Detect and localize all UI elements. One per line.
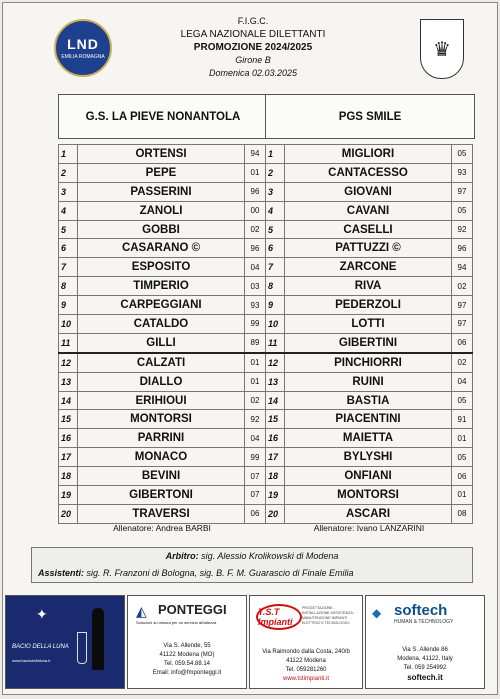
player-number: 9 bbox=[266, 296, 285, 315]
assistants-names: sig. R. Franzoni di Bologna, sig. B. F. M. Guarascio di Finale Emilia bbox=[86, 568, 354, 578]
referee-name: sig. Alessio Krolikowski di Modena bbox=[201, 551, 339, 561]
wine-glass-icon bbox=[77, 632, 87, 664]
lnd-logo-text: LND bbox=[67, 36, 99, 52]
player-row bbox=[59, 277, 266, 296]
player-name: CARPEGGIANI bbox=[78, 296, 245, 315]
player-name: GOBBI bbox=[78, 220, 245, 239]
player-number: 12 bbox=[266, 353, 285, 372]
away-roster-table bbox=[265, 144, 473, 524]
player-row bbox=[59, 429, 266, 448]
player-number: 6 bbox=[266, 239, 285, 258]
match-date: Domenica 02.03.2025 bbox=[208, 68, 298, 78]
player-number: 1 bbox=[59, 145, 78, 164]
player-number: 12 bbox=[59, 353, 78, 372]
player-row bbox=[59, 448, 266, 467]
player-shirt-year: 04 bbox=[452, 372, 473, 391]
player-row bbox=[266, 429, 473, 448]
player-row bbox=[59, 182, 266, 201]
player-number: 10 bbox=[266, 315, 285, 334]
player-row bbox=[59, 333, 266, 352]
player-name: MONACO bbox=[78, 448, 245, 467]
sponsor2-tagline: Soluzioni su misura per un servizio all'altezza bbox=[136, 620, 217, 625]
player-shirt-year: 04 bbox=[245, 429, 266, 448]
player-shirt-year: 97 bbox=[452, 182, 473, 201]
player-name: BYLYSHI bbox=[285, 448, 452, 467]
sponsor3-web: www.tstimpianti.it bbox=[282, 676, 329, 682]
player-number: 7 bbox=[266, 258, 285, 277]
officials-box bbox=[31, 547, 473, 583]
player-shirt-year: 01 bbox=[245, 163, 266, 182]
org-name: F.I.G.C. bbox=[237, 16, 269, 26]
player-shirt-year: 92 bbox=[245, 410, 266, 429]
player-shirt-year: 07 bbox=[245, 486, 266, 505]
player-name: MAIETTA bbox=[285, 429, 452, 448]
player-row bbox=[266, 220, 473, 239]
sponsor-bacio-della-luna bbox=[5, 595, 125, 689]
player-name: GIOVANI bbox=[285, 182, 452, 201]
player-name: CANTACESSO bbox=[285, 163, 452, 182]
player-row bbox=[266, 315, 473, 334]
player-shirt-year: 96 bbox=[452, 239, 473, 258]
player-name: CASARANO © bbox=[78, 239, 245, 258]
player-row bbox=[59, 163, 266, 182]
ponteggi-logo-icon: ◭ bbox=[136, 603, 147, 619]
player-shirt-year: 05 bbox=[452, 448, 473, 467]
player-shirt-year: 99 bbox=[245, 315, 266, 334]
player-name: TIMPERIO bbox=[78, 277, 245, 296]
player-number: 4 bbox=[266, 201, 285, 220]
player-shirt-year: 97 bbox=[452, 296, 473, 315]
player-shirt-year: 03 bbox=[245, 277, 266, 296]
player-row bbox=[59, 145, 266, 164]
player-shirt-year: 91 bbox=[452, 410, 473, 429]
player-name: LOTTI bbox=[285, 315, 452, 334]
player-name: RUINI bbox=[285, 372, 452, 391]
player-row bbox=[266, 145, 473, 164]
player-shirt-year: 06 bbox=[452, 467, 473, 486]
sponsor2-tel: Tel. 059.54.88.14 bbox=[163, 661, 211, 667]
player-shirt-year: 89 bbox=[245, 333, 266, 352]
player-name: ZANOLI bbox=[78, 201, 245, 220]
star-icon: ✦ bbox=[36, 606, 48, 622]
player-number: 5 bbox=[266, 220, 285, 239]
player-row bbox=[266, 391, 473, 410]
player-name: BASTIA bbox=[285, 391, 452, 410]
player-name: MIGLIORI bbox=[285, 145, 452, 164]
sponsor1-name: BACIO DELLA LUNA bbox=[12, 644, 69, 650]
sponsor2-address bbox=[128, 642, 246, 678]
player-row bbox=[59, 220, 266, 239]
player-number: 4 bbox=[59, 201, 78, 220]
player-name: PIACENTINI bbox=[285, 410, 452, 429]
player-row bbox=[266, 353, 473, 372]
player-shirt-year: 06 bbox=[452, 333, 473, 352]
player-number: 6 bbox=[59, 239, 78, 258]
player-shirt-year: 02 bbox=[452, 353, 473, 372]
sponsor3-addr2: 41122 Modena bbox=[286, 658, 326, 664]
player-shirt-year: 01 bbox=[245, 372, 266, 391]
player-number: 18 bbox=[266, 467, 285, 486]
player-number: 9 bbox=[59, 296, 78, 315]
player-name: ONFIANI bbox=[285, 467, 452, 486]
player-shirt-year: 07 bbox=[245, 467, 266, 486]
away-team-name: PGS SMILE bbox=[265, 94, 475, 139]
player-number: 13 bbox=[59, 372, 78, 391]
player-shirt-year: 94 bbox=[245, 145, 266, 164]
home-coach: Allenatore: Andrea BARBI bbox=[113, 523, 211, 533]
player-shirt-year: 96 bbox=[245, 182, 266, 201]
sponsor4-web: softech.it bbox=[407, 673, 443, 682]
player-shirt-year: 05 bbox=[452, 391, 473, 410]
player-row bbox=[59, 296, 266, 315]
player-row bbox=[266, 277, 473, 296]
player-name: MONTORSI bbox=[78, 410, 245, 429]
player-row bbox=[266, 333, 473, 352]
fish-icon: ◆ bbox=[372, 606, 382, 620]
player-number: 16 bbox=[266, 429, 285, 448]
player-name: DIALLO bbox=[78, 372, 245, 391]
player-row bbox=[266, 467, 473, 486]
player-shirt-year: 96 bbox=[245, 239, 266, 258]
player-number: 8 bbox=[59, 277, 78, 296]
sponsor4-addr2: Modena, 41122, Italy bbox=[397, 656, 453, 662]
competition-title: PROMOZIONE 2024/2025 bbox=[193, 42, 313, 53]
player-row bbox=[266, 448, 473, 467]
player-name: ESPOSITO bbox=[78, 258, 245, 277]
player-name: CATALDO bbox=[78, 315, 245, 334]
player-row bbox=[266, 296, 473, 315]
sponsor4-tagline: HUMAN & TECHNOLOGY bbox=[394, 619, 454, 625]
player-row bbox=[59, 372, 266, 391]
sponsor-tst-impianti bbox=[249, 595, 363, 689]
club-crest-logo bbox=[420, 19, 464, 79]
player-name: GIBERTINI bbox=[285, 333, 452, 352]
player-shirt-year: 06 bbox=[245, 504, 266, 523]
player-row bbox=[266, 258, 473, 277]
player-shirt-year: 92 bbox=[452, 220, 473, 239]
sponsor4-name: softech bbox=[394, 602, 448, 619]
player-row bbox=[266, 486, 473, 505]
player-shirt-year: 05 bbox=[452, 145, 473, 164]
player-name: CASELLI bbox=[285, 220, 452, 239]
lnd-logo-region: EMILIA ROMAGNA bbox=[61, 54, 105, 60]
player-shirt-year: 08 bbox=[452, 504, 473, 523]
player-row bbox=[59, 391, 266, 410]
player-name: CAVANI bbox=[285, 201, 452, 220]
player-shirt-year: 93 bbox=[245, 296, 266, 315]
sponsor-ponteggi bbox=[127, 595, 247, 689]
player-number: 20 bbox=[266, 504, 285, 523]
player-shirt-year: 01 bbox=[245, 353, 266, 372]
assistants-line bbox=[32, 565, 472, 582]
player-number: 19 bbox=[266, 486, 285, 505]
player-shirt-year: 01 bbox=[452, 429, 473, 448]
player-row bbox=[266, 182, 473, 201]
player-row bbox=[59, 201, 266, 220]
sponsor-strip bbox=[5, 595, 495, 689]
player-row bbox=[266, 201, 473, 220]
player-number: 11 bbox=[266, 333, 285, 352]
player-name: CALZATI bbox=[78, 353, 245, 372]
player-number: 3 bbox=[59, 182, 78, 201]
player-number: 18 bbox=[59, 467, 78, 486]
player-name: BEVINI bbox=[78, 467, 245, 486]
sponsor3-services: PROGETTAZIONE - INSTALLAZIONE ASSISTENZA - MANUTENZIONE IMPIANTI ELETTRICI E TECNOLOGICI bbox=[302, 606, 355, 625]
player-row bbox=[59, 467, 266, 486]
player-row bbox=[59, 239, 266, 258]
player-number: 1 bbox=[266, 145, 285, 164]
player-number: 17 bbox=[266, 448, 285, 467]
player-shirt-year: 04 bbox=[245, 258, 266, 277]
player-name: PEDERZOLI bbox=[285, 296, 452, 315]
lnd-logo bbox=[54, 19, 112, 77]
player-name: RIVA bbox=[285, 277, 452, 296]
bottle-icon bbox=[92, 608, 104, 670]
player-row bbox=[266, 372, 473, 391]
player-row bbox=[266, 504, 473, 523]
player-row bbox=[59, 353, 266, 372]
player-shirt-year: 01 bbox=[452, 486, 473, 505]
lineup-sheet bbox=[2, 2, 498, 695]
away-coach: Allenatore: Ivano LANZARINI bbox=[313, 523, 425, 533]
player-number: 15 bbox=[266, 410, 285, 429]
player-shirt-year: 02 bbox=[245, 220, 266, 239]
player-row bbox=[59, 315, 266, 334]
player-row bbox=[59, 258, 266, 277]
player-number: 3 bbox=[266, 182, 285, 201]
player-row bbox=[59, 410, 266, 429]
player-row bbox=[266, 410, 473, 429]
player-number: 11 bbox=[59, 333, 78, 352]
league-name: LEGA NAZIONALE DILETTANTI bbox=[180, 29, 326, 40]
player-name: PASSERINI bbox=[78, 182, 245, 201]
home-roster-table bbox=[58, 144, 266, 524]
sponsor3-tel: Tel. 059281260 bbox=[285, 667, 327, 673]
player-number: 15 bbox=[59, 410, 78, 429]
player-name: PATTUZZI © bbox=[285, 239, 452, 258]
player-number: 14 bbox=[59, 391, 78, 410]
player-shirt-year: 94 bbox=[452, 258, 473, 277]
player-number: 16 bbox=[59, 429, 78, 448]
player-number: 8 bbox=[266, 277, 285, 296]
player-name: GILLI bbox=[78, 333, 245, 352]
assistants-label: Assistenti: bbox=[38, 568, 85, 578]
player-row bbox=[59, 504, 266, 523]
player-number: 2 bbox=[59, 163, 78, 182]
sponsor3-addr1: Via Raimondo dalla Costa, 240/b bbox=[262, 649, 350, 655]
player-shirt-year: 00 bbox=[245, 201, 266, 220]
player-number: 17 bbox=[59, 448, 78, 467]
player-shirt-year: 02 bbox=[245, 391, 266, 410]
sponsor-softech bbox=[365, 595, 485, 689]
player-name: PARRINI bbox=[78, 429, 245, 448]
player-number: 2 bbox=[266, 163, 285, 182]
group-name: Girone B bbox=[235, 55, 271, 65]
sponsor2-addr2: 41122 Modena (MO) bbox=[159, 652, 215, 658]
player-row bbox=[266, 239, 473, 258]
player-name: ZARCONE bbox=[285, 258, 452, 277]
player-number: 10 bbox=[59, 315, 78, 334]
player-shirt-year: 99 bbox=[245, 448, 266, 467]
player-shirt-year: 93 bbox=[452, 163, 473, 182]
player-name: ERIHIOUI bbox=[78, 391, 245, 410]
player-shirt-year: 02 bbox=[452, 277, 473, 296]
sponsor3-address bbox=[250, 648, 362, 684]
player-name: MONTORSI bbox=[285, 486, 452, 505]
player-name: PEPE bbox=[78, 163, 245, 182]
sponsor4-address bbox=[366, 646, 484, 682]
player-number: 7 bbox=[59, 258, 78, 277]
player-number: 13 bbox=[266, 372, 285, 391]
player-name: PINCHIORRI bbox=[285, 353, 452, 372]
sheet-header bbox=[153, 15, 353, 80]
player-shirt-year: 05 bbox=[452, 201, 473, 220]
player-name: ASCARI bbox=[285, 504, 452, 523]
referee-label: Arbitro: bbox=[165, 551, 199, 561]
player-row bbox=[59, 486, 266, 505]
home-team-name: G.S. LA PIEVE NONANTOLA bbox=[58, 94, 268, 139]
sponsor2-name: PONTEGGI bbox=[158, 602, 227, 617]
sponsor2-email: Email: info@fmponteggi.it bbox=[152, 670, 222, 676]
sponsor4-addr1: Via S. Allende 86 bbox=[402, 647, 448, 653]
sponsor1-url: www.baciodellaluna.it bbox=[12, 658, 51, 663]
sponsor4-tel: Tel. 059 254992 bbox=[403, 665, 447, 671]
player-number: 20 bbox=[59, 504, 78, 523]
player-number: 19 bbox=[59, 486, 78, 505]
player-name: ORTENSI bbox=[78, 145, 245, 164]
player-shirt-year: 97 bbox=[452, 315, 473, 334]
player-name: GIBERTONI bbox=[78, 486, 245, 505]
sponsor3-logo: T.S.T Impianti bbox=[256, 604, 302, 630]
player-number: 14 bbox=[266, 391, 285, 410]
referee-line bbox=[32, 548, 472, 565]
player-number: 5 bbox=[59, 220, 78, 239]
player-row bbox=[266, 163, 473, 182]
player-name: TRAVERSI bbox=[78, 504, 245, 523]
sponsor2-addr1: Via S. Allende, 55 bbox=[163, 643, 211, 649]
eagle-icon: ♛ bbox=[433, 38, 451, 61]
